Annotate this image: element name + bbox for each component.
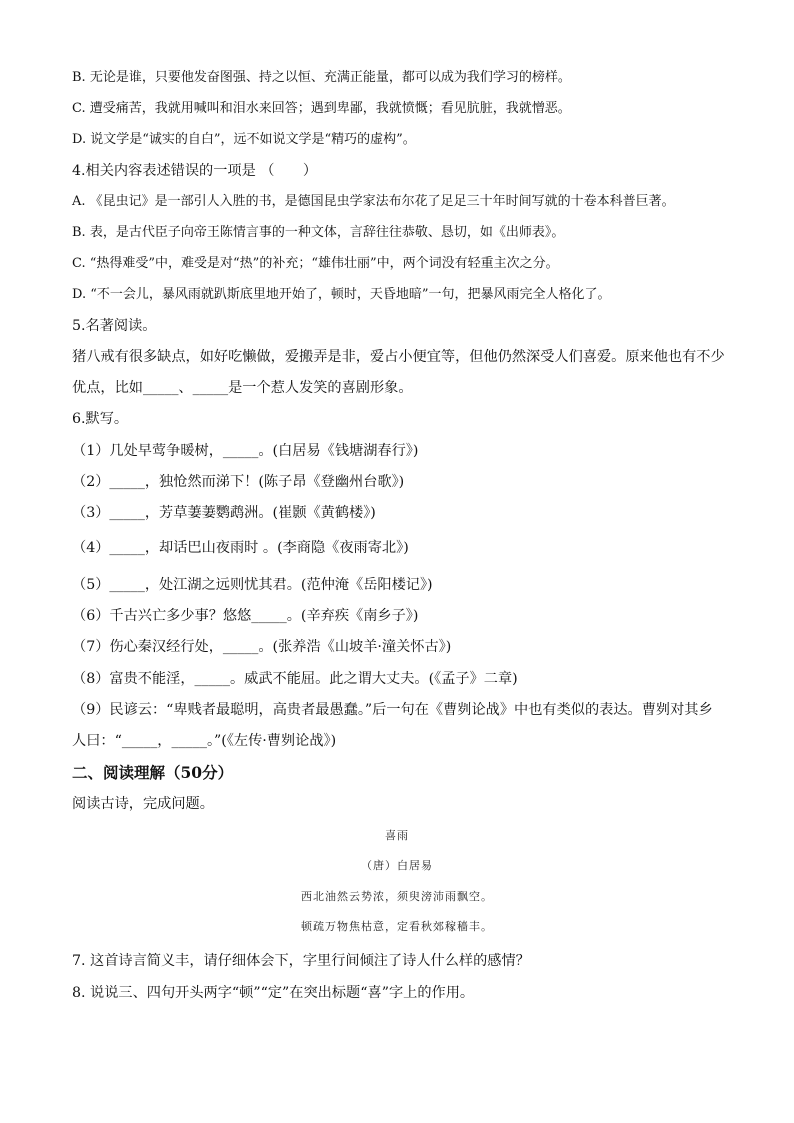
text-line: 7. 这首诗言简义丰，请仔细体会下，字里行间倾注了诗人什么样的感情？ — [72, 953, 530, 969]
text-line: B. 无论是谁，只要他发奋图强、持之以恒、充满正能量，都可以成为我们学习的榜样。 — [72, 70, 571, 85]
poem-author: （唐）白居易 — [361, 859, 433, 872]
text-line: 5.名著阅读。 — [72, 318, 157, 334]
text-line: D. “不一会儿，暴风雨就趴斯底里地开始了，顿时，天昏地暗”一句，把暴风雨完全人格化了。 — [72, 287, 611, 302]
text-line: （6）千古兴亡多少事？悠悠_____。(辛弃疾《南乡子》) — [72, 608, 419, 624]
text-line: 人曰：“_____，_____。”(《左传·曹刿论战》) — [72, 733, 337, 749]
text-line: D. 说文学是“诚实的自白”，远不如说文学是“精巧的虚构”。 — [72, 132, 416, 147]
text-line: （8）富贵不能淫，_____。威武不能屈。此之谓大丈夫。(《孟子》二章) — [72, 671, 518, 687]
poem-title: 喜雨 — [385, 829, 409, 842]
text-line: A. 《昆虫记》是一部引人入胜的书，是德国昆虫学家法布尔花了足足三十年时间写就的十卷本科普巨著。 — [72, 194, 675, 209]
text-line: 阅读古诗，完成问题。 — [72, 796, 214, 812]
text-line: （2）_____，独怆然而涕下！(陈子昂《登幽州台歌》) — [72, 474, 405, 490]
text-line: （5）_____，处江湖之远则忧其君。(范仲淹《岳阳楼记》) — [72, 577, 433, 593]
text-line: C. “热得难受”中，难受是对“热”的补充；“雄伟壮丽”中，两个词没有轻重主次之分。 — [72, 256, 559, 271]
text-line: 猪八戒有很多缺点，如好吃懒做，爱搬弄是非，爱占小便宜等，但他仍然深受人们喜爱。原来他也有不少 — [72, 349, 725, 365]
poem-line: 顿疏万物焦枯意，定看秋郊稼穑丰。 — [301, 920, 493, 933]
text-line: （3）_____，芳草萋萋鹦鹉洲。(崔颢《黄鹤楼》) — [72, 505, 376, 521]
text-line: 优点，比如_____、_____是一个惹人发笑的喜剧形象。 — [72, 380, 413, 396]
section-heading: 二、阅读理解（50分） — [72, 763, 234, 782]
text-line: 8. 说说三、四句开头两字“顿”“定”在突出标题“喜”字上的作用。 — [72, 985, 475, 1001]
poem-line: 西北油然云势浓，须臾滂沛雨飘空。 — [301, 890, 493, 903]
text-line: B. 表，是古代臣子向帝王陈情言事的一种文体，言辞往往恭敬、恳切，如《出师表》。 — [72, 225, 565, 240]
text-line: 6.默写。 — [72, 411, 129, 427]
text-line: （9）民谚云：“卑贱者最聪明，高贵者最愚蠢。”后一句在《曹刿论战》中也有类似的表达。曹刿对其乡 — [72, 702, 713, 718]
text-line: （1）几处早莺争暖树，_____。(白居易《钱塘湖春行》) — [72, 443, 419, 459]
text-line: （7）伤心秦汉经行处，_____。(张养浩《山坡羊·潼关怀古》) — [72, 639, 452, 655]
text-line: 4.相关内容表述错误的一项是 （ ） — [72, 163, 318, 179]
text-line: C. 遭受痛苦，我就用喊叫和泪水来回答；遇到卑鄙，我就愤慨；看见肮脏，我就憎恶。 — [72, 101, 571, 116]
text-line: （4）_____，却话巴山夜雨时 。(李商隐《夜雨寄北》) — [72, 540, 409, 556]
